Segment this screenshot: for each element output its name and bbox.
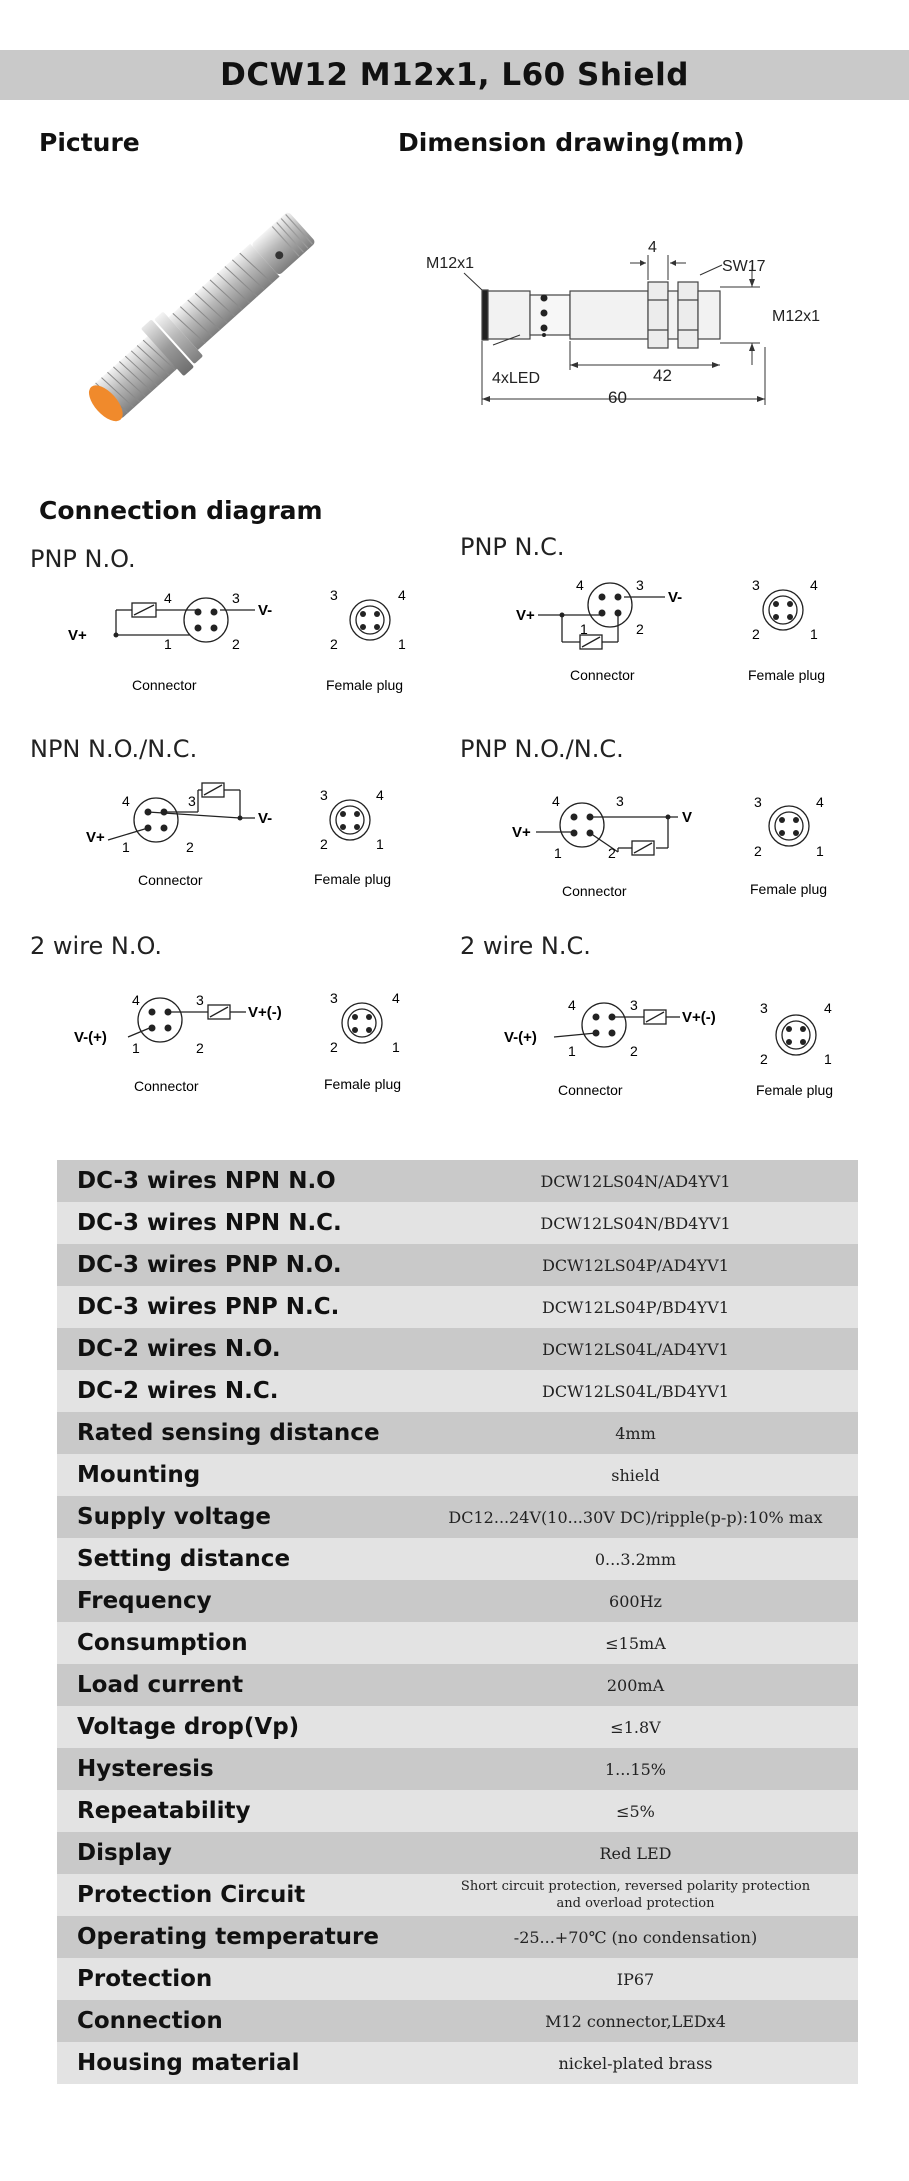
picture-heading: Picture [39,128,140,157]
diagram-label: 4 [392,990,400,1006]
spec-value: -25...+70℃ (no condensation) [413,1916,858,1958]
diagram-label: Female plug [326,677,404,693]
spec-value: 4mm [413,1412,858,1454]
diagram-label: 3 [320,787,328,803]
diagram-title-pnp-nc: PNP N.C. [460,533,565,561]
spec-row [57,1496,858,1538]
spec-value: 1...15% [413,1748,858,1790]
diagram-label: V- [258,810,273,827]
diagram-label: Female plug [750,881,828,897]
diagram-label: 4 [132,992,140,1008]
diagram-label: Female plug [756,1082,834,1098]
spec-label: Frequency [57,1580,413,1622]
spec-table [57,1160,858,2084]
diagram-label: 4 [398,587,406,603]
diagram-label: V+ [86,829,105,846]
spec-row [57,1328,858,1370]
diagram-label: Connector [562,883,627,899]
diagram-label: 3 [330,990,338,1006]
diagram-label: 3 [754,794,762,810]
diagram-pnp-nonc [500,770,880,905]
diagram-label: Connector [558,1082,623,1098]
spec-label: Housing material [57,2042,413,2084]
spec-row [57,2042,858,2084]
diagram-label: 4 [576,577,584,593]
diagram-title-2wire-nc: 2 wire N.C. [460,932,591,960]
diagram-label: 1 [568,1043,576,1059]
spec-value: DCW12LS04L/AD4YV1 [413,1328,858,1370]
spec-value: DCW12LS04N/BD4YV1 [413,1202,858,1244]
diagram-label: 3 [630,997,638,1013]
spec-value: DCW12LS04L/BD4YV1 [413,1370,858,1412]
diagram-label: 4 [568,997,576,1013]
diagram-label: V+ [68,627,87,644]
diagram-title-pnp-no: PNP N.O. [30,545,136,573]
spec-value: 0...3.2mm [413,1538,858,1580]
spec-row [57,1160,858,1202]
diagram-label: 1 [824,1051,832,1067]
diagram-pnp-no [60,580,440,700]
diagram-label: 1 [816,843,824,859]
diagram-label: 4 [816,794,824,810]
diagram-label: V- [258,602,273,619]
diagram-label: 4 [376,787,384,803]
spec-value: 600Hz [413,1580,858,1622]
diagram-label: 3 [330,587,338,603]
diagram-label: 4 [164,590,172,606]
spec-row [57,1244,858,1286]
page-title: DCW12 M12x1, L60 Shield [220,57,689,93]
spec-value: shield [413,1454,858,1496]
diagram-label: 4 [810,577,818,593]
spec-value: DCW12LS04P/BD4YV1 [413,1286,858,1328]
dim-nut-width: 4 [648,239,657,256]
diagram-label: 3 [196,992,204,1008]
title-bar [0,50,909,100]
diagram-label: 2 [330,1039,338,1055]
spec-row [57,1286,858,1328]
spec-label: Hysteresis [57,1748,413,1790]
spec-row [57,1454,858,1496]
spec-label: Repeatability [57,1790,413,1832]
diagram-label: 2 [630,1043,638,1059]
spec-label: Voltage drop(Vp) [57,1706,413,1748]
spec-value: ≤5% [413,1790,858,1832]
diagram-label: 1 [398,636,406,652]
diagram-pnp-nc [500,570,880,690]
diagram-label: Female plug [324,1076,402,1092]
spec-label: Protection [57,1958,413,2000]
spec-row [57,1790,858,1832]
spec-value: Red LED [413,1832,858,1874]
diagram-label: 2 [330,636,338,652]
diagram-label: Female plug [314,871,392,887]
diagram-label: V-(+) [74,1029,107,1046]
spec-row [57,1916,858,1958]
diagram-label: 3 [616,793,624,809]
spec-row [57,1202,858,1244]
diagram-label: 1 [810,626,818,642]
spec-row [57,1874,858,1916]
diagram-label: 2 [608,845,616,861]
diagram-label: 2 [196,1040,204,1056]
diagram-label: 1 [554,845,562,861]
spec-label: DC-2 wires N.O. [57,1328,413,1370]
dim-thread-left: M12x1 [426,255,475,272]
diagram-label: 1 [132,1040,140,1056]
diagram-label: 3 [760,1000,768,1016]
diagram-label: 4 [824,1000,832,1016]
spec-label: Consumption [57,1622,413,1664]
diagram-label: 3 [188,793,196,809]
diagram-label: 1 [392,1039,400,1055]
spec-value: DC12...24V(10...30V DC)/ripple(p-p):10% max [413,1496,858,1538]
spec-row [57,2000,858,2042]
spec-label: Operating temperature [57,1916,413,1958]
diagram-2wire-nc [500,980,880,1110]
diagram-label: V+(-) [248,1004,282,1021]
diagram-label: 2 [636,621,644,637]
spec-value: nickel-plated brass [413,2042,858,2084]
dim-wrench: SW17 [722,258,766,275]
spec-label: Connection [57,2000,413,2042]
diagram-label: 2 [754,843,762,859]
spec-label: DC-3 wires NPN N.O [57,1160,413,1202]
diagram-label: V+ [512,824,531,841]
diagram-label: Female plug [748,667,826,683]
dim-led: 4xLED [492,370,541,387]
spec-row [57,1664,858,1706]
spec-value: ≤15mA [413,1622,858,1664]
diagram-label: V [682,809,693,826]
diagram-label: V+ [516,607,535,624]
spec-value: 200mA [413,1664,858,1706]
spec-label: Mounting [57,1454,413,1496]
diagram-label: 2 [186,839,194,855]
connection-heading: Connection diagram [39,496,323,525]
diagram-label: 3 [752,577,760,593]
diagram-label: 1 [580,621,588,637]
diagram-label: 2 [320,836,328,852]
dimension-drawing [420,235,840,415]
diagram-label: Connector [132,677,197,693]
spec-label: DC-2 wires N.C. [57,1370,413,1412]
spec-label: DC-3 wires PNP N.C. [57,1286,413,1328]
diagram-title-npn-nonc: NPN N.O./N.C. [30,735,198,763]
diagram-label: Connector [138,872,203,888]
diagram-label: V- [668,589,683,606]
diagram-npn-nonc [80,770,460,900]
diagram-2wire-no [70,975,450,1105]
dim-length-60: 60 [608,388,627,407]
dim-thread-right: M12x1 [772,308,821,325]
spec-value: DCW12LS04N/AD4YV1 [413,1160,858,1202]
spec-row [57,1412,858,1454]
dim-length-42: 42 [653,366,672,385]
spec-label: Protection Circuit [57,1874,413,1916]
spec-row [57,1580,858,1622]
diagram-label: Connector [134,1078,199,1094]
spec-row [57,1370,858,1412]
diagram-label: 1 [164,636,172,652]
spec-label: Display [57,1832,413,1874]
spec-value: Short circuit protection, reversed polarity protection and overload protection [413,1874,858,1916]
diagram-title-pnp-nonc: PNP N.O./N.C. [460,735,624,763]
spec-row [57,1958,858,2000]
spec-label: DC-3 wires NPN N.C. [57,1202,413,1244]
spec-row [57,1622,858,1664]
diagram-label: 2 [232,636,240,652]
diagram-label: 1 [122,839,130,855]
spec-label: DC-3 wires PNP N.O. [57,1244,413,1286]
spec-row [57,1832,858,1874]
diagram-label: V-(+) [504,1029,537,1046]
spec-value: M12 connector,LEDx4 [413,2000,858,2042]
spec-label: Rated sensing distance [57,1412,413,1454]
diagram-label: Connector [570,667,635,683]
spec-value: DCW12LS04P/AD4YV1 [413,1244,858,1286]
spec-row [57,1706,858,1748]
diagram-label: 3 [636,577,644,593]
spec-row [57,1538,858,1580]
spec-label: Load current [57,1664,413,1706]
spec-row [57,1748,858,1790]
spec-value: IP67 [413,1958,858,2000]
diagram-title-2wire-no: 2 wire N.O. [30,932,163,960]
diagram-label: 4 [122,793,130,809]
diagram-label: 2 [760,1051,768,1067]
diagram-label: 3 [232,590,240,606]
sensor-picture [55,205,335,440]
diagram-label: 2 [752,626,760,642]
spec-label: Setting distance [57,1538,413,1580]
diagram-label: 4 [552,793,560,809]
spec-label: Supply voltage [57,1496,413,1538]
spec-value: ≤1.8V [413,1706,858,1748]
diagram-label: V+(-) [682,1009,716,1026]
diagram-label: 1 [376,836,384,852]
dimension-heading: Dimension drawing(mm) [398,128,745,157]
